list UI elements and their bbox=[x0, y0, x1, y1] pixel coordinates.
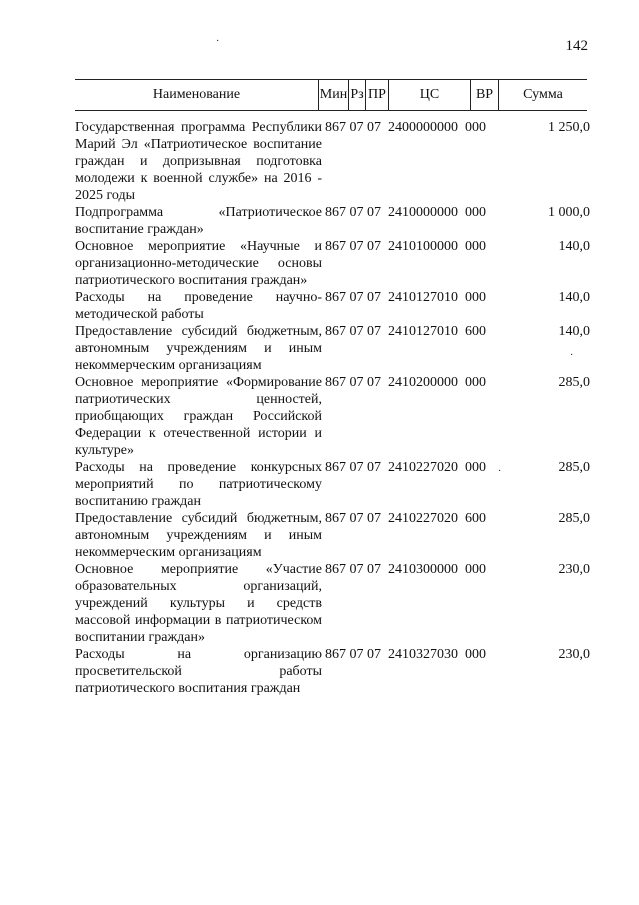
row-codes: 867 07 07 2410227020 600 bbox=[325, 511, 486, 526]
row-sum: 230,0 bbox=[558, 562, 590, 577]
row-codes: 867 07 07 2410127010 600 bbox=[325, 324, 486, 339]
table-row bbox=[75, 238, 590, 289]
row-name: Предоставление субсидий бюджетным, автономным учреждениям и иным некоммерческим организациям bbox=[75, 511, 322, 560]
page-number: 142 bbox=[565, 38, 588, 54]
table-header bbox=[75, 79, 587, 111]
scan-speck: · bbox=[570, 350, 574, 361]
row-codes: 867 07 07 2410227020 000 bbox=[325, 460, 486, 475]
table-row bbox=[75, 646, 590, 697]
header-vr: ВР bbox=[470, 80, 498, 110]
table-row bbox=[75, 561, 590, 646]
header-pr: ПР bbox=[365, 80, 388, 110]
row-codes: 867 07 07 2410327030 000 bbox=[325, 647, 486, 662]
header-cs: ЦС bbox=[388, 80, 470, 110]
row-sum: 285,0 bbox=[558, 375, 590, 390]
row-name: Расходы на проведение конкурсных мероприятий по патриотическому воспитанию граждан bbox=[75, 460, 322, 509]
row-sum: 140,0 bbox=[558, 324, 590, 339]
header-min: Мин bbox=[318, 80, 348, 110]
row-codes: 867 07 07 2410300000 000 bbox=[325, 562, 486, 577]
row-codes: 867 07 07 2410127010 000 bbox=[325, 290, 486, 305]
table-row bbox=[75, 289, 590, 323]
row-codes: 867 07 07 2400000000 000 bbox=[325, 120, 486, 135]
scan-speck: · bbox=[498, 466, 502, 477]
header-rz: Рз bbox=[348, 80, 365, 110]
row-sum: 285,0 bbox=[558, 511, 590, 526]
row-name: Государственная программа Республики Марий Эл «Патриотическое воспитание граждан и допризывная подготовка молодежи к военной службе» на 2016 - 2025 годы bbox=[75, 120, 322, 203]
row-name: Основное мероприятие «Участие образовательных организаций, учреждений культуры и средств массовой информации в патриотическом воспитании граждан» bbox=[75, 562, 322, 645]
row-name: Подпрограмма «Патриотическое воспитание граждан» bbox=[75, 205, 322, 237]
table-row bbox=[75, 459, 590, 510]
row-name: Основное мероприятие «Научные и организационно-методические основы патриотического воспитания граждан» bbox=[75, 239, 322, 288]
row-name: Расходы на организацию просветительской работы патриотического воспитания граждан bbox=[75, 647, 322, 696]
row-name: Расходы на проведение научно-методической работы bbox=[75, 290, 322, 322]
row-sum: 140,0 bbox=[558, 239, 590, 254]
table-body bbox=[75, 119, 590, 697]
row-codes: 867 07 07 2410000000 000 bbox=[325, 205, 486, 220]
scan-speck: · bbox=[216, 36, 220, 47]
table-row bbox=[75, 323, 590, 374]
row-sum: 1 000,0 bbox=[548, 205, 590, 220]
row-sum: 140,0 bbox=[558, 290, 590, 305]
row-codes: 867 07 07 2410200000 000 bbox=[325, 375, 486, 390]
row-sum: 230,0 bbox=[558, 647, 590, 662]
table-row bbox=[75, 119, 590, 204]
table-row bbox=[75, 374, 590, 459]
table-row bbox=[75, 510, 590, 561]
table-row bbox=[75, 204, 590, 238]
row-sum: 285,0 bbox=[558, 460, 590, 475]
header-sum: Сумма bbox=[498, 80, 587, 110]
header-name: Наименование bbox=[152, 87, 241, 102]
row-name: Основное мероприятие «Формирование патриотических ценностей, приобщающих граждан Российской Федерации к отечественной истории и культуре» bbox=[75, 375, 322, 458]
row-sum: 1 250,0 bbox=[548, 120, 590, 135]
row-name: Предоставление субсидий бюджетным, автономным учреждениям и иным некоммерческим организациям bbox=[75, 324, 322, 373]
row-codes: 867 07 07 2410100000 000 bbox=[325, 239, 486, 254]
